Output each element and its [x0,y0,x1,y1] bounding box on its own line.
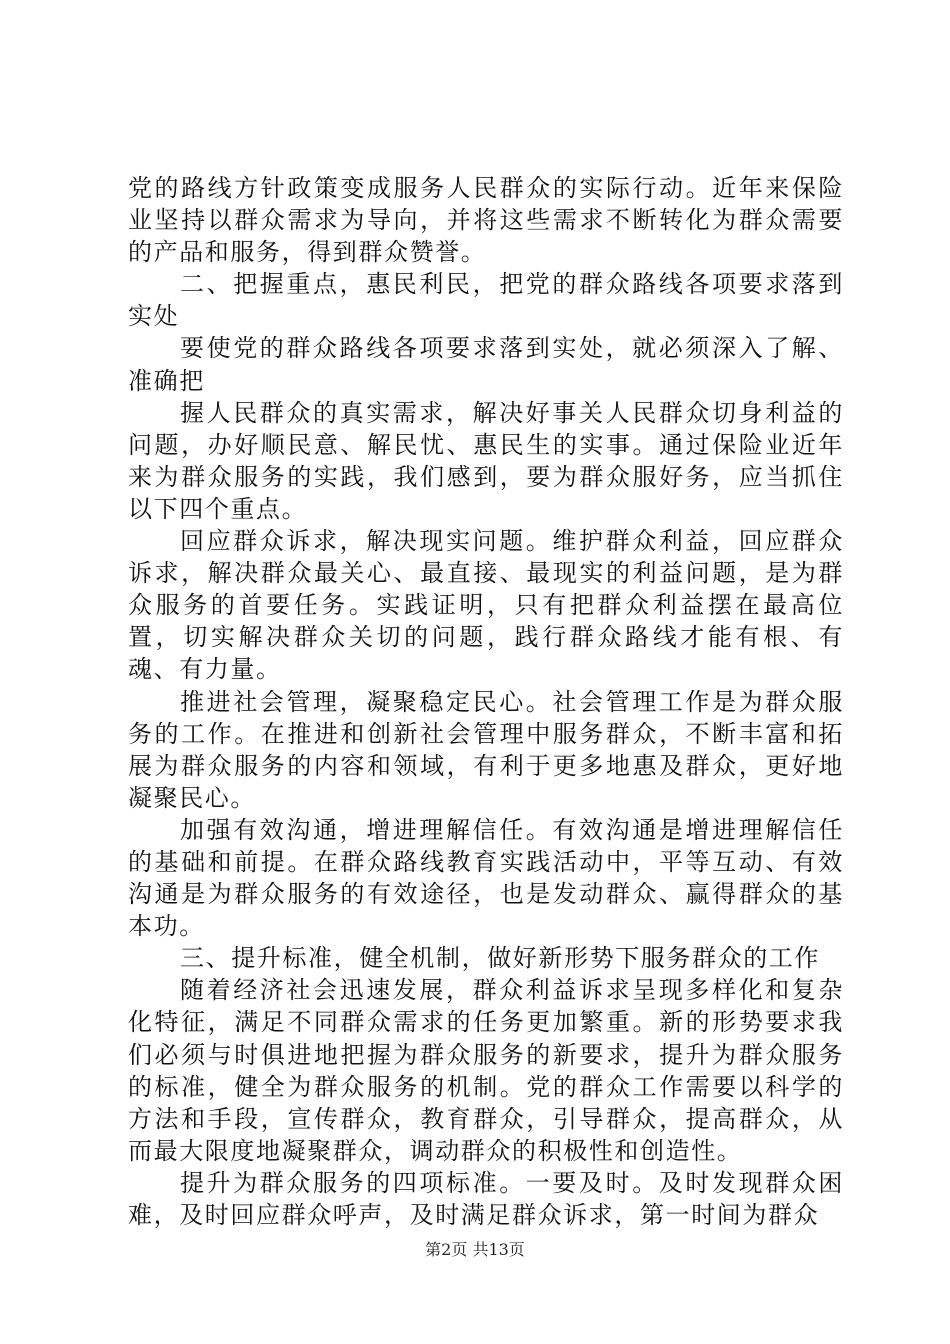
section-heading-3: 三、提升标准，健全机制，做好新形势下服务群众的工作 [180,944,820,973]
page-number-label: 第2页 共13页 [425,1240,525,1259]
paragraph-7: 加强有效沟通，增进理解信任。有效沟通是增进理解信任的基础和前提。在群众路线教育实践活动中，平等互动、有效沟通是为群众服务的有效途径，也是发动群众、赢得群众的基本功。 [128,815,844,941]
paragraph-6: 推进社会管理，凝聚稳定民心。社会管理工作是为群众服务的工作。在推进和创新社会管理中服务群众，不断丰富和拓展为群众服务的内容和领域，有利于更多地惠及群众，更好地凝聚民心。 [128,687,844,812]
section-heading-2: 二、把握重点，惠民利民，把党的群众路线各项要求落到实处 [128,270,844,331]
paragraph-10: 提升为群众服务的四项标准。一要及时。及时发现群众困难，及时回应群众呼声，及时满足群众诉求，第一时间为群众 [128,1168,844,1229]
paragraph-1: 党的路线方针政策变成服务人民群众的实际行动。近年来保险业坚持以群众需求为导向，并将这些需求不断转化为群众需要的产品和服务，得到群众赞誉。 [128,174,844,267]
paragraph-4: 握人民群众的真实需求，解决好事关人民群众切身利益的问题，办好顺民意、解民忧、惠民生的实事。通过保险业近年来为群众服务的实践，我们感到，要为群众服好务，应当抓住以下四个重点。 [128,398,844,523]
page-footer [0,1240,950,1260]
paragraph-3: 要使党的群众路线各项要求落到实处，就必须深入了解、准确把 [128,334,844,395]
document-body [128,172,844,1231]
paragraph-9: 随着经济社会迅速发展，群众利益诉求呈现多样化和复杂化特征，满足不同群众需求的任务更加繁重。新的形势要求我们必须与时俱进地把握为群众服务的新要求，提升为群众服务的标准，健全为群众服务的机制。党的群众工作需要以科学的方法和手段，宣传群众，教育群众，引导群众，提高群众，从而最大限度地凝聚群众，调动群众的积极性和创造性。 [128,976,844,1165]
paragraph-5: 回应群众诉求，解决现实问题。维护群众利益，回应群众诉求，解决群众最关心、最直接、最现实的利益问题，是为群众服务的首要任务。实践证明，只有把群众利益摆在最高位置，切实解决群众关切的问题，践行群众路线才能有根、有魂、有力量。 [128,527,844,684]
